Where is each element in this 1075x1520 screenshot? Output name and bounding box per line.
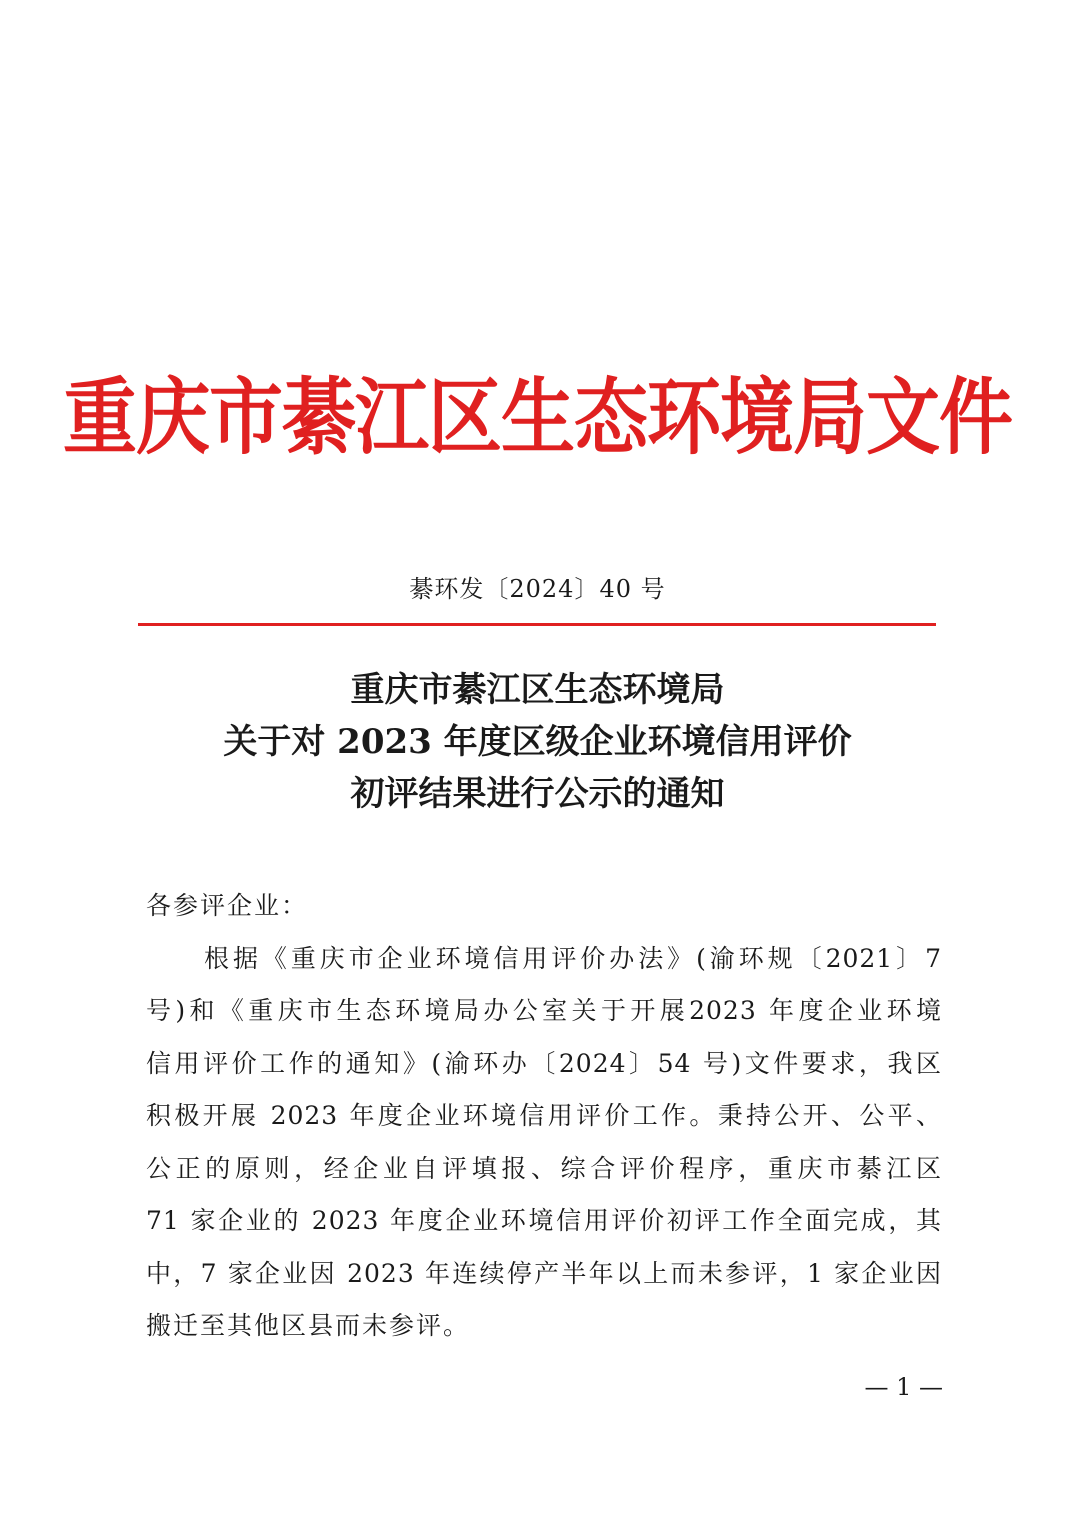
body-line: 号)和《重庆市生态环境局办公室关于开展2023 年度企业环境 xyxy=(146,996,942,1025)
body-line: 公正的原则，经企业自评填报、综合评价程序，重庆市綦江区 xyxy=(146,1153,942,1183)
document-masthead: 重庆市綦江区生态环境局文件 xyxy=(63,369,1012,467)
salutation: 各参评企业： xyxy=(146,891,309,920)
document-title xyxy=(0,664,1075,820)
document-number: 綦环发〔2024〕40 号 xyxy=(409,575,666,603)
body-line: 71 家企业的 2023 年度企业环境信用评价初评工作全面完成，其 xyxy=(146,1206,942,1235)
page-number: — 1 — xyxy=(864,1373,943,1401)
body-line: 搬迁至其他区县而未参评。 xyxy=(146,1311,471,1340)
body-line: 中，7 家企业因 2023 年连续停产半年以上而未参评，1 家企业因 xyxy=(146,1258,942,1288)
document-body xyxy=(146,880,942,1353)
title-line-3: 初评结果进行公示的通知 xyxy=(350,774,725,814)
body-line: 信用评价工作的通知》(渝环办〔2024〕54 号)文件要求，我区 xyxy=(146,1048,942,1078)
body-line: 根据《重庆市企业环境信用评价办法》(渝环规〔2021〕7 xyxy=(204,943,942,973)
title-line-2: 关于对 2023 年度区级企业环境信用评价 xyxy=(223,722,852,762)
title-line-1: 重庆市綦江区生态环境局 xyxy=(350,670,725,710)
red-divider xyxy=(138,623,936,626)
body-line: 积极开展 2023 年度企业环境信用评价工作。秉持公开、公平、 xyxy=(146,1101,942,1130)
